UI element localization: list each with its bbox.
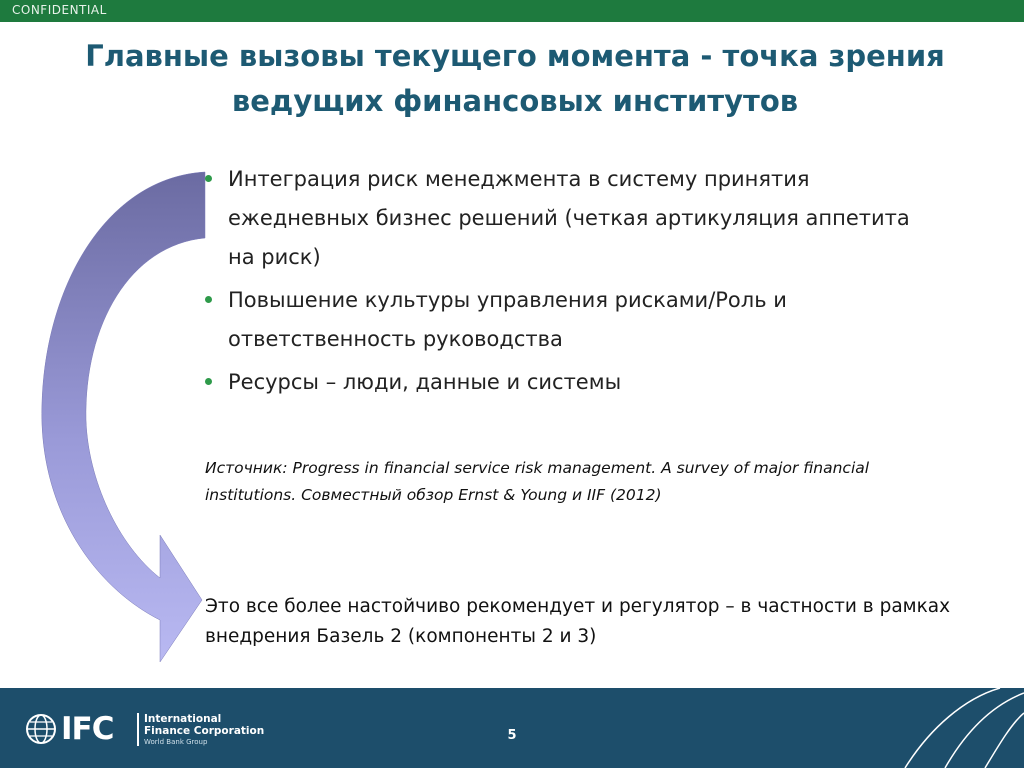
bullet-dot-icon [205,296,212,303]
footer-bar [0,688,1024,768]
confidential-label: CONFIDENTIAL [12,3,107,17]
bullet-dot-icon [205,378,212,385]
bullet-item [205,160,925,277]
source-citation: Источник: Progress in financial service risk management. A survey of major financial institutions. Совместный обзор Ernst & Young и IIF (2012) [205,459,870,504]
bullet-text: Повышение культуры управления рисками/Роль и ответственность руководства [228,288,787,351]
org-line-1: International [144,713,222,725]
logo-divider [137,713,139,746]
bullet-item [205,281,925,359]
slide-title: Главные вызовы текущего момента - точка зрения ведущих финансовых институтов [85,39,945,118]
bullet-item [205,363,925,402]
bullet-text: Интеграция риск менеджмента в систему принятия ежедневных бизнес решений (четкая артикуляция аппетита на риск) [228,167,910,269]
bullet-text: Ресурсы – люди, данные и системы [228,370,622,394]
org-line-2: Finance Corporation [144,725,265,737]
bullet-dot-icon [205,175,212,182]
regulator-note: Это все более настойчиво рекомендует и регулятор – в частности в рамках внедрения Базель 2 (компоненты 2 и 3) [205,596,951,647]
globe-icon [25,713,57,745]
organization-name [144,713,264,747]
ifc-logo-text: IFC [61,711,114,747]
page-number: 5 [507,728,517,743]
bullet-list [205,160,925,406]
org-line-3: World Bank Group [144,738,208,746]
